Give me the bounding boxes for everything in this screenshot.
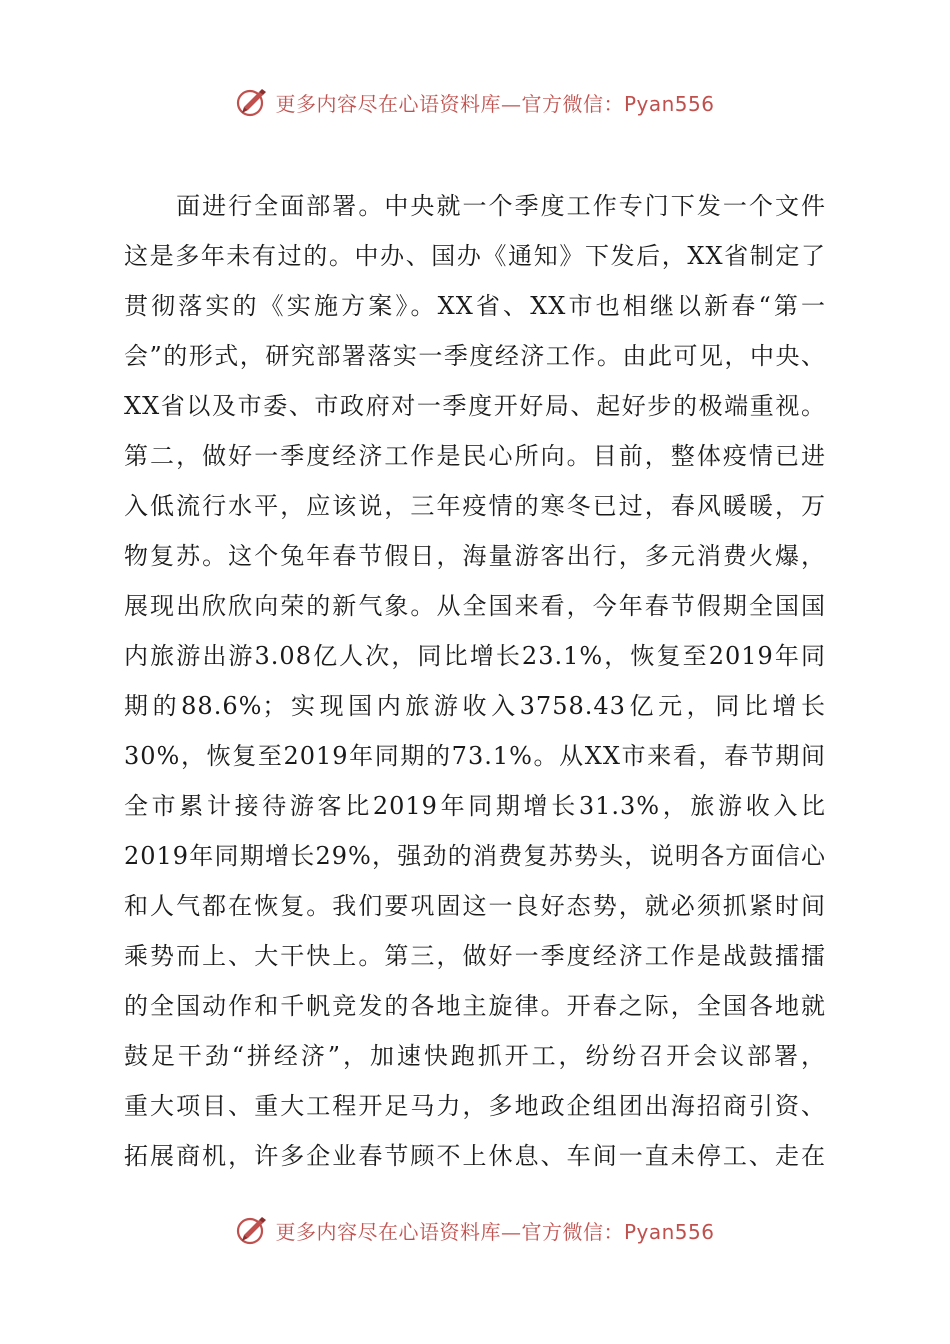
body-line: 入低流行水平，应该说，三年疫情的寒冬已过，春风暖暖，万 <box>124 492 826 520</box>
header-dash: — <box>500 91 522 116</box>
footer-wechat-text: 官方微信：Pyan556 <box>521 1219 715 1244</box>
footer-banner-text <box>275 1216 714 1245</box>
header-wechat-text: 官方微信：Pyan556 <box>521 91 715 116</box>
pen-logo-icon <box>235 1213 269 1247</box>
footer-watermark-banner <box>0 1208 950 1252</box>
body-line: 物复苏。这个兔年春节假日，海量游客出行，多元消费火爆， <box>124 542 826 570</box>
header-watermark-banner <box>0 80 950 124</box>
body-line: 重大项目、重大工程开足马力，多地政企组团出海招商引资、 <box>124 1092 826 1120</box>
pen-logo-icon <box>235 85 269 119</box>
body-line: 第二，做好一季度经济工作是民心所向。目前，整体疫情已进 <box>124 442 826 470</box>
document-body <box>124 181 826 1181</box>
body-line: 会”的形式，研究部署落实一季度经济工作。由此可见，中央、 <box>124 342 826 370</box>
body-line: 贯彻落实的《实施方案》。XX省、XX市也相继以新春“第一 <box>124 292 826 320</box>
header-site-text: 更多内容尽在心语资料库 <box>275 91 501 116</box>
body-line: 30%，恢复至2019年同期的73.1%。从XX市来看，春节期间 <box>124 742 826 770</box>
body-line: 的全国动作和千帆竞发的各地主旋律。开春之际，全国各地就 <box>124 992 826 1020</box>
body-line: 内旅游出游3.08亿人次，同比增长23.1%，恢复至2019年同 <box>124 642 826 670</box>
body-line: 拓展商机，许多企业春节顾不上休息、车间一直未停工、走在 <box>124 1142 826 1170</box>
body-line: 面进行全面部署。中央就一个季度工作专门下发一个文件 <box>124 192 826 220</box>
body-line: 2019年同期增长29%，强劲的消费复苏势头，说明各方面信心 <box>124 842 826 870</box>
header-banner-text <box>275 88 714 117</box>
body-line: 这是多年未有过的。中办、国办《通知》下发后，XX省制定了 <box>124 242 826 270</box>
body-line: 全市累计接待游客比2019年同期增长31.3%，旅游收入比 <box>124 792 826 820</box>
header-banner-inner <box>235 85 714 119</box>
body-line: 期的88.6%；实现国内旅游收入3758.43亿元，同比增长 <box>124 692 826 720</box>
footer-dash: — <box>500 1219 522 1244</box>
footer-banner-inner <box>235 1213 714 1247</box>
body-line: 和人气都在恢复。我们要巩固这一良好态势，就必须抓紧时间 <box>124 892 826 920</box>
body-line: XX省以及市委、市政府对一季度开好局、起好步的极端重视。 <box>124 392 826 420</box>
body-line: 展现出欣欣向荣的新气象。从全国来看，今年春节假期全国国 <box>124 592 826 620</box>
body-line: 乘势而上、大干快上。第三，做好一季度经济工作是战鼓擂擂 <box>124 942 826 970</box>
body-line: 鼓足干劲“拼经济”，加速快跑抓开工，纷纷召开会议部署， <box>124 1042 826 1070</box>
footer-site-text: 更多内容尽在心语资料库 <box>275 1219 501 1244</box>
